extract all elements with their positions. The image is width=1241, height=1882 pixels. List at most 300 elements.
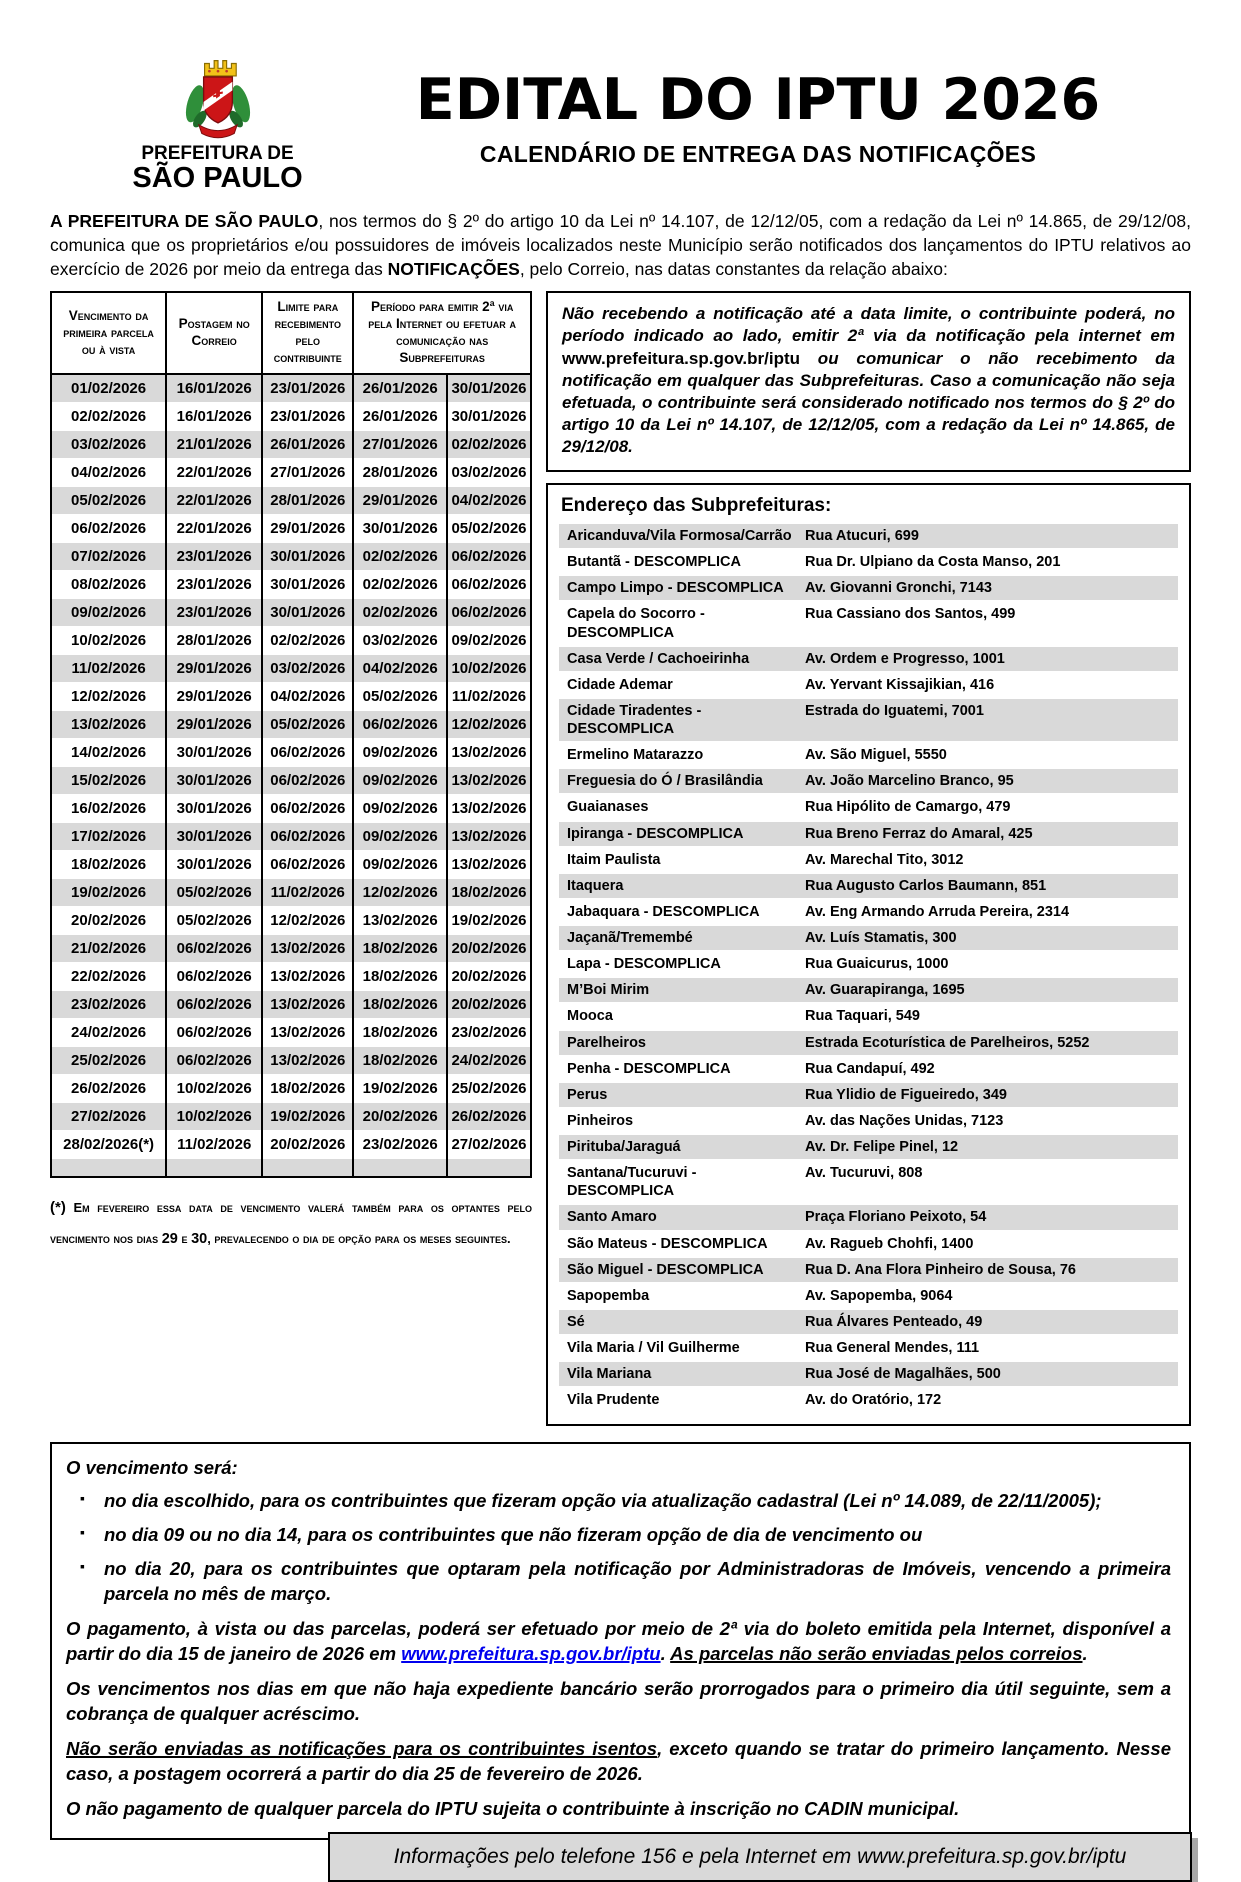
calendar-date-cell: 12/02/2026 bbox=[51, 682, 166, 710]
calendar-date-cell: 30/01/2026 bbox=[262, 542, 353, 570]
intro-text-end: , pelo Correio, nas datas constantes da relação abaixo: bbox=[519, 259, 948, 280]
calendar-date-cell: 13/02/2026 bbox=[262, 962, 353, 990]
calendar-date-cell: 19/02/2026 bbox=[353, 1074, 447, 1102]
calendar-date-cell bbox=[51, 1158, 166, 1177]
calendar-date-cell: 05/02/2026 bbox=[166, 878, 262, 906]
calendar-row bbox=[51, 458, 531, 486]
subprefeitura-name: Itaquera bbox=[567, 877, 624, 894]
calendar-date-cell: 01/02/2026 bbox=[51, 374, 166, 403]
subprefeitura-name: Cidade Ademar bbox=[567, 676, 673, 693]
subprefeitura-address: Av. Marechal Tito, 3012 bbox=[805, 851, 964, 868]
subprefeitura-row bbox=[559, 926, 1178, 950]
exempt-underlined-text: Não serão enviadas as notificações para os contribuintes isentos bbox=[66, 1738, 658, 1760]
subprefeituras-title: Endereço das Subprefeituras: bbox=[561, 495, 832, 517]
page-title: EDITAL DO IPTU 2026 bbox=[415, 67, 1101, 133]
calendar-header-row bbox=[51, 292, 531, 374]
calendar-row bbox=[51, 794, 531, 822]
calendar-date-cell: 06/02/2026 bbox=[262, 738, 353, 766]
subprefeitura-row bbox=[559, 1083, 1178, 1107]
subprefeitura-name: Casa Verde / Cachoeirinha bbox=[567, 650, 750, 667]
calendar-date-cell: 02/02/2026 bbox=[353, 542, 447, 570]
subprefeitura-address: Rua Atucuri, 699 bbox=[805, 528, 919, 545]
calendar-row bbox=[51, 486, 531, 514]
calendar-date-cell: 29/01/2026 bbox=[166, 710, 262, 738]
title-block bbox=[325, 52, 1191, 168]
subprefeitura-name: Vila Prudente bbox=[567, 1392, 660, 1409]
subprefeitura-address: Estrada do Iguatemi, 7001 bbox=[805, 702, 984, 719]
calendar-date-cell: 15/02/2026 bbox=[51, 766, 166, 794]
calendar-date-cell: 10/02/2026 bbox=[166, 1074, 262, 1102]
subprefeitura-row bbox=[559, 1205, 1178, 1229]
intro-paragraph bbox=[50, 209, 1191, 281]
second-copy-notice-box bbox=[546, 291, 1191, 472]
subprefeitura-row bbox=[559, 1161, 1178, 1203]
subprefeitura-name: São Miguel - DESCOMPLICA bbox=[567, 1261, 764, 1278]
subprefeitura-name: Cidade Tiradentes - DESCOMPLICA bbox=[567, 702, 702, 738]
calendar-date-cell: 09/02/2026 bbox=[353, 850, 447, 878]
calendar-date-cell: 19/02/2026 bbox=[262, 1102, 353, 1130]
calendar-date-cell: 11/02/2026 bbox=[262, 878, 353, 906]
calendar-date-cell: 04/02/2026 bbox=[51, 458, 166, 486]
subprefeitura-address: Av. do Oratório, 172 bbox=[805, 1392, 942, 1409]
calendar-date-cell bbox=[262, 1158, 353, 1177]
calendar-date-cell: 20/02/2026 bbox=[447, 990, 531, 1018]
subprefeitura-row bbox=[559, 1031, 1178, 1055]
calendar-date-cell: 30/01/2026 bbox=[166, 766, 262, 794]
calendar-row bbox=[51, 374, 531, 403]
calendar-row bbox=[51, 1018, 531, 1046]
subprefeitura-name: Pinheiros bbox=[567, 1112, 634, 1129]
calendar-date-cell: 29/01/2026 bbox=[166, 682, 262, 710]
subprefeitura-name: Santana/Tucuruvi - DESCOMPLICA bbox=[567, 1165, 697, 1200]
subprefeitura-name: Vila Mariana bbox=[567, 1366, 652, 1383]
intro-bold-lead: A PREFEITURA DE SÃO PAULO bbox=[50, 210, 319, 231]
intro-bold-notificacoes: NOTIFICAÇÕES bbox=[387, 259, 520, 280]
calendar-date-cell: 11/02/2026 bbox=[447, 682, 531, 710]
calendar-date-cell: 06/02/2026 bbox=[166, 962, 262, 990]
two-column-area bbox=[50, 291, 1191, 1426]
calendar-date-cell: 20/02/2026 bbox=[51, 906, 166, 934]
info-footer-bar: Informações pelo telefone 156 e pela Internet em www.prefeitura.sp.gov.br/iptu bbox=[328, 1832, 1192, 1882]
calendar-date-cell: 09/02/2026 bbox=[447, 626, 531, 654]
calendar-date-cell: 06/02/2026 bbox=[262, 822, 353, 850]
calendar-date-cell: 09/02/2026 bbox=[353, 822, 447, 850]
calendar-date-cell: 30/01/2026 bbox=[166, 794, 262, 822]
subprefeitura-name: Butantã - DESCOMPLICA bbox=[567, 554, 741, 571]
calendar-date-cell: 22/01/2026 bbox=[166, 514, 262, 542]
subprefeitura-row bbox=[559, 1310, 1178, 1334]
calendar-date-cell: 06/02/2026 bbox=[447, 598, 531, 626]
calendar-date-cell: 06/02/2026 bbox=[447, 542, 531, 570]
header bbox=[0, 52, 1241, 193]
footnote-text-end: , prevalecendo o dia de opção para os meses seguintes. bbox=[207, 1230, 511, 1246]
subprefeitura-row bbox=[559, 848, 1178, 872]
calendar-date-cell: 06/02/2026 bbox=[166, 934, 262, 962]
calendar-date-cell: 06/02/2026 bbox=[262, 850, 353, 878]
calendar-date-cell: 18/02/2026 bbox=[353, 962, 447, 990]
calendar-date-cell: 13/02/2026 bbox=[447, 738, 531, 766]
calendar-date-cell: 23/01/2026 bbox=[166, 570, 262, 598]
subprefeitura-row bbox=[559, 822, 1178, 846]
calendar-date-cell: 10/02/2026 bbox=[447, 654, 531, 682]
subprefeitura-address: Av. Luís Stamatis, 300 bbox=[805, 930, 957, 947]
subprefeitura-address: Av. Guarapiranga, 1695 bbox=[805, 982, 965, 999]
calendar-date-cell: 05/02/2026 bbox=[447, 514, 531, 542]
subprefeitura-name: Perus bbox=[567, 1086, 608, 1103]
subprefeitura-row bbox=[559, 1388, 1178, 1412]
calendar-date-cell: 23/02/2026 bbox=[51, 990, 166, 1018]
calendar-date-cell: 13/02/2026 bbox=[447, 850, 531, 878]
cadin-paragraph: O não pagamento de qualquer parcela do IPTU sujeita o contribuinte à inscrição no CADIN municipal. bbox=[66, 1798, 960, 1820]
calendar-date-cell: 30/01/2026 bbox=[166, 738, 262, 766]
calendar-date-cell: 27/02/2026 bbox=[51, 1102, 166, 1130]
subprefeitura-row bbox=[559, 524, 1178, 548]
due-date-bullet-list bbox=[66, 1489, 1171, 1607]
calendar-date-cell: 05/02/2026 bbox=[262, 710, 353, 738]
subprefeitura-name: Aricanduva/Vila Formosa/Carrão bbox=[567, 528, 792, 545]
subprefeitura-row bbox=[559, 743, 1178, 767]
calendar-date-cell: 02/02/2026 bbox=[262, 626, 353, 654]
subprefeitura-name: Parelheiros bbox=[567, 1034, 646, 1051]
calendar-row bbox=[51, 934, 531, 962]
calendar-row bbox=[51, 570, 531, 598]
calendar-row bbox=[51, 878, 531, 906]
iptu-website-link[interactable]: www.prefeitura.sp.gov.br/iptu bbox=[401, 1643, 661, 1665]
subprefeitura-row bbox=[559, 1284, 1178, 1308]
notice-text: Não recebendo a notificação até a data limite, o contribuinte poderá, no período indicado ao lado, emitir 2ª via da notificação pela internet em bbox=[562, 304, 1175, 346]
subprefeituras-list bbox=[559, 524, 1178, 1412]
notice-text-end: ou comunicar o não recebimento da notificação em qualquer das Subprefeituras. Caso a comunicação não seja efetuada, o contribuinte será considerado notificado nos termos do § 2º do artigo 10 da Lei nº 14.107, de 12/12/05, com a redação da Lei nº 14.865, de 29/12/08. bbox=[562, 348, 1175, 456]
notice-url-text: www.prefeitura.sp.gov.br/iptu bbox=[562, 348, 801, 368]
subprefeitura-address: Estrada Ecoturística de Parelheiros, 5252 bbox=[805, 1034, 1090, 1051]
due-date-rules-box bbox=[50, 1442, 1191, 1840]
calendar-date-cell: 19/02/2026 bbox=[447, 906, 531, 934]
calendar-date-cell: 30/01/2026 bbox=[353, 514, 447, 542]
calendar-date-cell: 22/01/2026 bbox=[166, 486, 262, 514]
calendar-row bbox=[51, 1046, 531, 1074]
calendar-row bbox=[51, 738, 531, 766]
calendar-date-cell: 20/02/2026 bbox=[353, 1102, 447, 1130]
calendar-date-cell: 13/02/2026 bbox=[447, 766, 531, 794]
calendar-date-cell: 30/01/2026 bbox=[262, 598, 353, 626]
subprefeitura-address: Av. Ragueb Chohfi, 1400 bbox=[805, 1235, 974, 1252]
calendar-row bbox=[51, 1102, 531, 1130]
info-column bbox=[546, 291, 1191, 1426]
calendar-date-cell: 02/02/2026 bbox=[447, 430, 531, 458]
calendar-date-cell: 12/02/2026 bbox=[447, 710, 531, 738]
calendar-row bbox=[51, 430, 531, 458]
subprefeitura-row bbox=[559, 1232, 1178, 1256]
subprefeitura-name: M’Boi Mirim bbox=[567, 982, 650, 999]
calendar-date-cell: 09/02/2026 bbox=[353, 794, 447, 822]
subprefeitura-address: Av. São Miguel, 5550 bbox=[805, 747, 947, 764]
calendar-date-cell: 28/02/2026(*) bbox=[51, 1130, 166, 1158]
calendar-date-cell: 04/02/2026 bbox=[353, 654, 447, 682]
calendar-date-cell: 09/02/2026 bbox=[353, 738, 447, 766]
calendar-row bbox=[51, 682, 531, 710]
logo-text-line2: SÃO PAULO bbox=[132, 161, 303, 194]
subprefeitura-address: Av. João Marcelino Branco, 95 bbox=[805, 773, 1014, 790]
subprefeitura-name: Freguesia do Ó / Brasilândia bbox=[567, 773, 763, 790]
calendar-row bbox=[51, 962, 531, 990]
subprefeitura-name: Capela do Socorro - DESCOMPLICA bbox=[567, 606, 705, 641]
intro-text: , nos termos do § 2º do artigo 10 da Lei nº 14.107, de 12/12/05, com a redação da Lei nº 14.865, de 29/12/08, comunica que os proprietários e/ou possuidores de imóveis localizados neste Município serão notificados dos lançamentos do IPTU relativos ao exercício de 2026 por meio da entrega das bbox=[50, 210, 1191, 280]
subprefeitura-name: São Mateus - DESCOMPLICA bbox=[567, 1235, 768, 1252]
subprefeitura-name: Santo Amaro bbox=[567, 1209, 657, 1226]
subprefeitura-address: Praça Floriano Peixoto, 54 bbox=[805, 1209, 987, 1226]
calendar-date-cell: 27/01/2026 bbox=[353, 430, 447, 458]
calendar-date-cell: 09/02/2026 bbox=[353, 766, 447, 794]
subprefeitura-name: Vila Maria / Vil Guilherme bbox=[567, 1340, 740, 1357]
calendar-date-cell: 28/01/2026 bbox=[262, 486, 353, 514]
subprefeitura-address: Av. Giovanni Gronchi, 7143 bbox=[805, 580, 992, 597]
subprefeitura-row bbox=[559, 952, 1178, 976]
calendar-date-cell: 06/02/2026 bbox=[166, 1046, 262, 1074]
col-header-periodo-2a-via: Período para emitir 2ª via pela Internet ou efetuar a comunicação nas Subprefeituras bbox=[353, 292, 531, 374]
calendar-date-cell: 03/02/2026 bbox=[353, 626, 447, 654]
subprefeitura-name: Sé bbox=[567, 1313, 585, 1330]
footnote-day-30: 30 bbox=[191, 1230, 208, 1247]
calendar-date-cell: 13/02/2026 bbox=[447, 822, 531, 850]
subprefeitura-address: Rua Hipólito de Camargo, 479 bbox=[805, 799, 1011, 816]
subprefeitura-address: Rua Cassiano dos Santos, 499 bbox=[805, 606, 1016, 623]
calendar-date-cell: 06/02/2026 bbox=[447, 570, 531, 598]
subprefeitura-name: Itaim Paulista bbox=[567, 851, 661, 868]
calendar-date-cell: 16/01/2026 bbox=[166, 374, 262, 403]
due-date-bullet: ▪ no dia escolhido, para os contribuintes que fizeram opção via atualização cadastral (Lei nº 14.089, de 22/11/2005); bbox=[66, 1489, 1171, 1514]
table-footnote bbox=[50, 1192, 532, 1254]
calendar-date-cell: 23/01/2026 bbox=[262, 374, 353, 403]
calendar-date-cell: 11/02/2026 bbox=[166, 1130, 262, 1158]
calendar-date-cell: 06/02/2026 bbox=[51, 514, 166, 542]
exempt-text-rest: , exceto quando se tratar do primeiro lançamento. Nesse caso, a postagem ocorrerá a partir do dia 25 de fevereiro de 2026. bbox=[66, 1738, 1171, 1785]
subprefeitura-address: Av. das Nações Unidas, 7123 bbox=[805, 1112, 1004, 1129]
calendar-date-cell bbox=[353, 1158, 447, 1177]
subprefeitura-row bbox=[559, 978, 1178, 1002]
calendar-date-cell: 25/02/2026 bbox=[447, 1074, 531, 1102]
due-date-bullet: ▪ no dia 09 ou no dia 14, para os contribuintes que não fizeram opção de dia de vencimento ou bbox=[66, 1523, 1171, 1548]
subprefeitura-address: Rua Breno Ferraz do Amaral, 425 bbox=[805, 825, 1033, 842]
calendar-row bbox=[51, 542, 531, 570]
calendar-column bbox=[50, 291, 532, 1254]
calendar-date-cell: 23/02/2026 bbox=[447, 1018, 531, 1046]
calendar-date-cell: 22/01/2026 bbox=[166, 458, 262, 486]
subprefeitura-row bbox=[559, 795, 1178, 819]
calendar-date-cell: 23/02/2026 bbox=[353, 1130, 447, 1158]
calendar-date-cell: 13/02/2026 bbox=[262, 1018, 353, 1046]
calendar-date-cell: 24/02/2026 bbox=[447, 1046, 531, 1074]
page-subtitle: CALENDÁRIO DE ENTREGA DAS NOTIFICAÇÕES bbox=[479, 141, 1037, 167]
calendar-date-cell: 23/01/2026 bbox=[166, 598, 262, 626]
calendar-date-cell: 24/02/2026 bbox=[51, 1018, 166, 1046]
calendar-date-cell: 26/02/2026 bbox=[51, 1074, 166, 1102]
due-date-rules-title: O vencimento será: bbox=[66, 1457, 238, 1479]
subprefeitura-name: Sapopemba bbox=[567, 1287, 650, 1304]
calendar-date-cell: 26/01/2026 bbox=[353, 402, 447, 430]
city-hall-logo bbox=[110, 52, 325, 193]
calendar-date-cell: 29/01/2026 bbox=[262, 514, 353, 542]
subprefeitura-name: Campo Limpo - DESCOMPLICA bbox=[567, 580, 784, 597]
subprefeitura-row bbox=[559, 673, 1178, 697]
calendar-row bbox=[51, 626, 531, 654]
calendar-row bbox=[51, 766, 531, 794]
calendar-date-cell: 02/02/2026 bbox=[353, 598, 447, 626]
calendar-date-cell: 26/02/2026 bbox=[447, 1102, 531, 1130]
calendar-date-cell: 09/02/2026 bbox=[51, 598, 166, 626]
subprefeitura-address: Rua Taquari, 549 bbox=[805, 1008, 920, 1025]
subprefeitura-address: Av. Dr. Felipe Pinel, 12 bbox=[805, 1139, 959, 1156]
calendar-date-cell: 18/02/2026 bbox=[447, 878, 531, 906]
notification-calendar-table bbox=[50, 291, 532, 1178]
payment-text-end: . bbox=[1082, 1643, 1088, 1665]
subprefeitura-address: Rua Álvares Penteado, 49 bbox=[805, 1313, 983, 1330]
calendar-row bbox=[51, 850, 531, 878]
subprefeitura-address: Av. Tucuruvi, 808 bbox=[805, 1165, 923, 1182]
payment-paragraph bbox=[66, 1617, 1171, 1667]
col-header-limite: Limite para recebimento pelo contribuinte bbox=[262, 292, 353, 374]
subprefeitura-row bbox=[559, 699, 1178, 741]
subprefeitura-row bbox=[559, 1109, 1178, 1133]
calendar-date-cell: 17/02/2026 bbox=[51, 822, 166, 850]
calendar-date-cell bbox=[447, 1158, 531, 1177]
subprefeitura-address: Av. Ordem e Progresso, 1001 bbox=[805, 650, 1005, 667]
calendar-date-cell: 30/01/2026 bbox=[447, 402, 531, 430]
subprefeitura-row bbox=[559, 550, 1178, 574]
calendar-date-cell: 07/02/2026 bbox=[51, 542, 166, 570]
subprefeitura-name: Jabaquara - DESCOMPLICA bbox=[567, 903, 760, 920]
calendar-date-cell: 25/02/2026 bbox=[51, 1046, 166, 1074]
due-date-bullet: ▪ no dia 20, para os contribuintes que optaram pela notificação por Administradoras de Imóveis, vencendo a primeira parcela no mês de março. bbox=[66, 1557, 1171, 1607]
calendar-date-cell: 05/02/2026 bbox=[51, 486, 166, 514]
col-header-postagem: Postagem no Correio bbox=[166, 292, 262, 374]
calendar-date-cell: 03/02/2026 bbox=[447, 458, 531, 486]
subprefeitura-row bbox=[559, 1336, 1178, 1360]
calendar-date-cell: 26/01/2026 bbox=[262, 430, 353, 458]
calendar-date-cell: 20/02/2026 bbox=[447, 934, 531, 962]
calendar-date-cell: 18/02/2026 bbox=[51, 850, 166, 878]
calendar-date-cell: 23/01/2026 bbox=[166, 542, 262, 570]
calendar-date-cell: 19/02/2026 bbox=[51, 878, 166, 906]
calendar-date-cell: 06/02/2026 bbox=[166, 1018, 262, 1046]
subprefeitura-row bbox=[559, 1057, 1178, 1081]
subprefeitura-row bbox=[559, 1004, 1178, 1028]
bank-holiday-paragraph: Os vencimentos nos dias em que não haja expediente bancário serão prorrogados para o primeiro dia útil seguinte, sem a cobrança de qualquer acréscimo. bbox=[66, 1678, 1171, 1725]
calendar-date-cell: 13/02/2026 bbox=[51, 710, 166, 738]
subprefeitura-row bbox=[559, 576, 1178, 600]
calendar-date-cell: 26/01/2026 bbox=[353, 374, 447, 403]
exempt-taxpayers-paragraph bbox=[66, 1737, 1171, 1787]
subprefeitura-name: Penha - DESCOMPLICA bbox=[567, 1060, 731, 1077]
footnote-marker: (*) bbox=[50, 1199, 66, 1217]
subprefeitura-row bbox=[559, 647, 1178, 671]
calendar-date-cell: 30/01/2026 bbox=[166, 822, 262, 850]
calendar-date-cell: 13/02/2026 bbox=[262, 1046, 353, 1074]
calendar-date-cell: 30/01/2026 bbox=[262, 570, 353, 598]
calendar-row bbox=[51, 906, 531, 934]
calendar-date-cell: 04/02/2026 bbox=[262, 682, 353, 710]
subprefeitura-address: Av. Yervant Kissajikian, 416 bbox=[805, 676, 995, 693]
subprefeitura-row bbox=[559, 1258, 1178, 1282]
logo-text-line1: PREFEITURA DE bbox=[141, 143, 294, 164]
calendar-row bbox=[51, 1130, 531, 1158]
subprefeituras-box bbox=[546, 483, 1191, 1426]
calendar-date-cell: 29/01/2026 bbox=[166, 654, 262, 682]
calendar-row bbox=[51, 1074, 531, 1102]
subprefeitura-name: Guaianases bbox=[567, 799, 649, 816]
footnote-text: Em fevereiro essa data de vencimento valerá também para os optantes pelo vencimento nos dias bbox=[50, 1200, 532, 1246]
subprefeitura-name: Pirituba/Jaraguá bbox=[567, 1139, 681, 1156]
calendar-date-cell: 04/02/2026 bbox=[447, 486, 531, 514]
subprefeitura-address: Rua Augusto Carlos Baumann, 851 bbox=[805, 877, 1047, 894]
payment-underlined-warning: As parcelas não serão enviadas pelos correios bbox=[670, 1643, 1083, 1665]
calendar-date-cell: 03/02/2026 bbox=[51, 430, 166, 458]
calendar-row bbox=[51, 1158, 531, 1177]
calendar-date-cell: 12/02/2026 bbox=[262, 906, 353, 934]
subprefeitura-row bbox=[559, 602, 1178, 644]
payment-text-mid: . bbox=[660, 1643, 671, 1665]
calendar-row bbox=[51, 710, 531, 738]
calendar-date-cell: 20/02/2026 bbox=[262, 1130, 353, 1158]
subprefeitura-address: Rua Ylidio de Figueiredo, 349 bbox=[805, 1086, 1007, 1103]
calendar-date-cell: 10/02/2026 bbox=[166, 1102, 262, 1130]
calendar-date-cell: 27/01/2026 bbox=[262, 458, 353, 486]
calendar-date-cell: 13/02/2026 bbox=[447, 794, 531, 822]
footnote-day-29: 29 bbox=[161, 1230, 178, 1247]
subprefeitura-address: Rua Candapuí, 492 bbox=[805, 1060, 935, 1077]
calendar-date-cell: 06/02/2026 bbox=[262, 794, 353, 822]
calendar-date-cell: 21/02/2026 bbox=[51, 934, 166, 962]
calendar-date-cell: 03/02/2026 bbox=[262, 654, 353, 682]
calendar-date-cell: 12/02/2026 bbox=[353, 878, 447, 906]
calendar-date-cell: 27/02/2026 bbox=[447, 1130, 531, 1158]
calendar-date-cell: 23/01/2026 bbox=[262, 402, 353, 430]
calendar-date-cell: 30/01/2026 bbox=[166, 850, 262, 878]
payment-text: O pagamento, à vista ou das parcelas, poderá ser efetuado por meio de 2ª via do boleto emitida pela Internet, disponível a partir do dia 15 de janeiro de 2026 em bbox=[66, 1618, 1171, 1665]
subprefeitura-row bbox=[559, 769, 1178, 793]
subprefeitura-row bbox=[559, 900, 1178, 924]
calendar-row bbox=[51, 402, 531, 430]
calendar-date-cell: 06/02/2026 bbox=[262, 766, 353, 794]
calendar-date-cell: 28/01/2026 bbox=[353, 458, 447, 486]
subprefeitura-name: Ipiranga - DESCOMPLICA bbox=[567, 825, 744, 842]
sao-paulo-coat-of-arms-icon bbox=[179, 52, 257, 144]
calendar-date-cell: 20/02/2026 bbox=[447, 962, 531, 990]
subprefeitura-name: Jaçanã/Tremembé bbox=[567, 930, 693, 947]
calendar-date-cell: 13/02/2026 bbox=[262, 990, 353, 1018]
col-header-vencimento: Vencimento da primeira parcela ou à vista bbox=[51, 292, 166, 374]
subprefeitura-address: Rua General Mendes, 111 bbox=[805, 1340, 980, 1357]
calendar-date-cell: 16/02/2026 bbox=[51, 794, 166, 822]
calendar-date-cell: 18/02/2026 bbox=[353, 934, 447, 962]
calendar-date-cell: 08/02/2026 bbox=[51, 570, 166, 598]
calendar-date-cell: 11/02/2026 bbox=[51, 654, 166, 682]
calendar-date-cell: 29/01/2026 bbox=[353, 486, 447, 514]
calendar-row bbox=[51, 990, 531, 1018]
calendar-date-cell: 02/02/2026 bbox=[353, 570, 447, 598]
subprefeitura-row bbox=[559, 874, 1178, 898]
calendar-row bbox=[51, 654, 531, 682]
calendar-date-cell: 05/02/2026 bbox=[353, 682, 447, 710]
calendar-date-cell: 21/01/2026 bbox=[166, 430, 262, 458]
calendar-date-cell: 14/02/2026 bbox=[51, 738, 166, 766]
calendar-date-cell: 13/02/2026 bbox=[262, 934, 353, 962]
calendar-date-cell: 22/02/2026 bbox=[51, 962, 166, 990]
calendar-date-cell: 06/02/2026 bbox=[353, 710, 447, 738]
calendar-date-cell: 05/02/2026 bbox=[166, 906, 262, 934]
calendar-date-cell: 02/02/2026 bbox=[51, 402, 166, 430]
calendar-date-cell: 10/02/2026 bbox=[51, 626, 166, 654]
subprefeitura-row bbox=[559, 1362, 1178, 1386]
